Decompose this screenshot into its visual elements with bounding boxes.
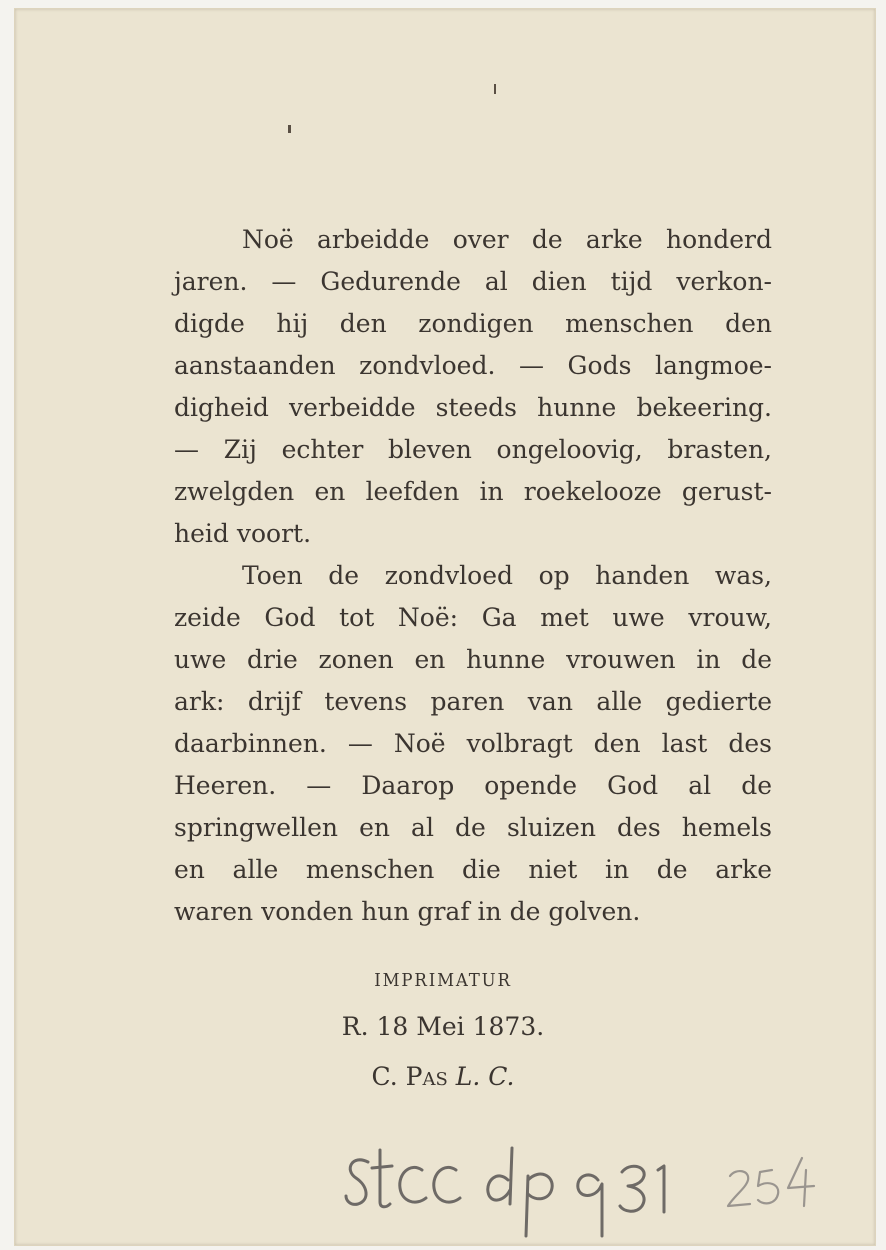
text-line: springwellen en al de sluizen des hemels xyxy=(174,813,772,842)
text-line: zwelgden en leefden in roekelooze gerust- xyxy=(174,477,772,506)
handwritten-shelfmark-drawing xyxy=(340,1140,840,1240)
text-line: en alle menschen die niet in de arke xyxy=(174,855,772,884)
text-line: uwe drie zonen en hunne vrouwen in de xyxy=(174,645,772,674)
ink-speck xyxy=(288,125,291,133)
text-line: Noë arbeidde over de arke honderd xyxy=(242,225,772,254)
handwritten-archive-mark xyxy=(340,1140,840,1240)
text-line: aanstaanden zondvloed. — Gods langmoe- xyxy=(174,351,772,380)
paragraph-2 xyxy=(174,555,772,933)
body-text xyxy=(174,219,772,933)
text-line: digde hij den zondigen menschen den xyxy=(174,309,772,338)
imprimatur-label: IMPRIMATUR xyxy=(374,970,512,991)
imprimatur-date: R. 18 Mei 1873. xyxy=(341,1012,545,1041)
paragraph-1 xyxy=(174,219,772,555)
text-line: heid voort. xyxy=(174,519,312,548)
text-line: daarbinnen. — Noë volbragt den last des xyxy=(174,729,772,758)
text-line: digheid verbeidde steeds hunne bekeering. xyxy=(174,393,772,422)
text-line: waren vonden hun graf in de golven. xyxy=(174,897,641,926)
signature-name: Pas xyxy=(405,1062,448,1091)
text-line: Toen de zondvloed op handen was, xyxy=(242,561,772,590)
signature-initial: C. xyxy=(371,1062,398,1091)
text-line: jaren. — Gedurende al dien tijd verkon- xyxy=(174,267,772,296)
handwritten-shelfmark xyxy=(346,1148,664,1236)
handwritten-number xyxy=(728,1158,814,1206)
text-line: zeide God tot Noë: Ga met uwe vrouw, xyxy=(174,603,772,632)
signature-title: L. C. xyxy=(455,1062,515,1091)
imprimatur-signature xyxy=(0,1062,886,1091)
text-line: — Zij echter bleven ongeloovig, brasten, xyxy=(174,435,772,464)
text-line: Heeren. — Daarop opende God al de xyxy=(174,771,772,800)
ink-speck xyxy=(494,84,496,94)
text-line: ark: drijf tevens paren van alle gedierte xyxy=(174,687,772,716)
